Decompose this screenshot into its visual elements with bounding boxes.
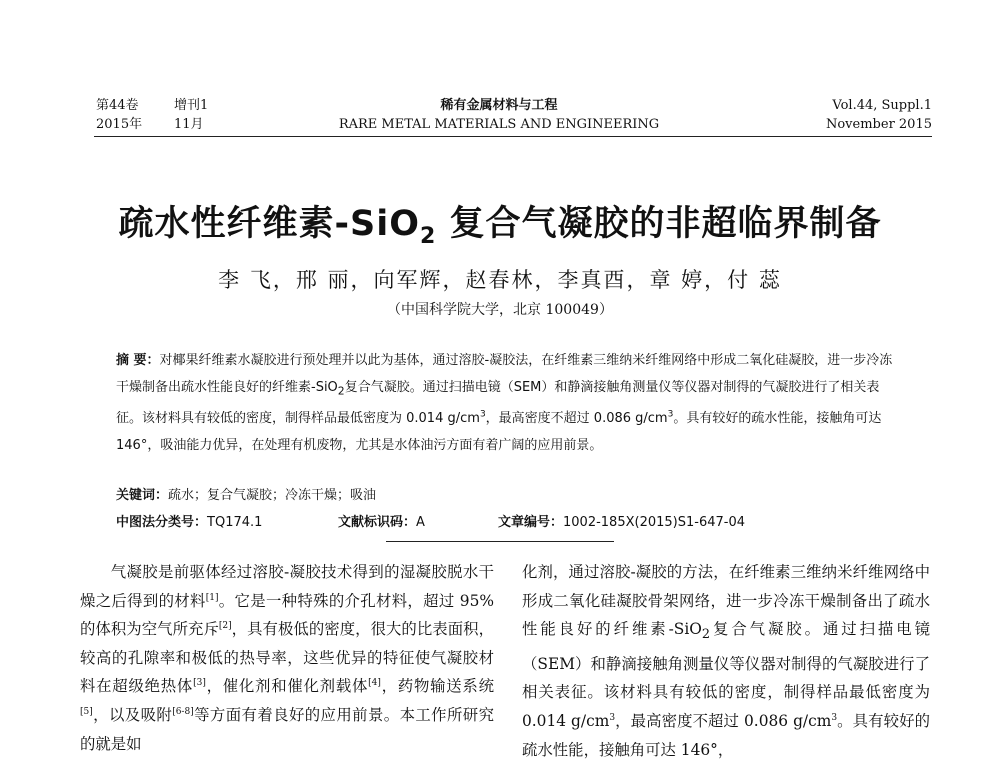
body-paragraph: 气凝胶是前驱体经过溶胶-凝胶技术得到的湿凝胶脱水干燥之后得到的材料[1]。它是一种特殊的介孔材料，超过 95%的体积为空气所充斥[2]，具有极低的密度，很大的比表面积，较高的孔隙率和极低的热导率，这些优异的特征使气凝胶材料在超级绝热体[3]，催化剂和催化剂载体[4]，药物输送系统[5]，以及吸附[6-8]等方面有着良好的应用前景。本工作所研究的就是如 <box>80 563 494 753</box>
doc-code-value: A <box>416 515 425 530</box>
article-number-label: 文章编号： <box>498 515 564 530</box>
abstract-subscript: 2 <box>337 384 345 398</box>
header-center <box>300 96 698 134</box>
date-en: November 2015 <box>825 117 932 132</box>
keywords <box>116 484 376 503</box>
citation: [3] <box>193 678 206 689</box>
header-rule <box>94 136 932 137</box>
abstract <box>116 347 894 459</box>
affiliation: （中国科学院大学，北京 100049） <box>387 302 613 318</box>
issue-cn: 增刊1 <box>174 98 209 113</box>
clc-label: 中图法分类号： <box>116 515 208 530</box>
author-list: 李 飞，邢 丽，向军辉，赵春林，李真酉，章 婷，付 蕊 <box>218 268 782 292</box>
citation: [5] <box>80 706 93 717</box>
volume-cn: 第44卷 <box>96 98 139 113</box>
article-number-value: 1002-185X(2015)S1-647-04 <box>563 515 745 530</box>
section-rule <box>386 541 614 542</box>
keywords-label: 关键词： <box>116 488 169 503</box>
journal-title-cn: 稀有金属材料与工程 <box>440 98 558 113</box>
title-part1: 疏水性纤维素-SiO <box>118 204 420 244</box>
citation: [1] <box>205 592 219 603</box>
abstract-text: 复合气凝胶。通过扫描电镜（SEM）和静滴接触角测量仪等仪器对制得的气凝胶进行了相关表征。该材料具有较低的密度，制得样品最低密度为 0.014 g/cm <box>116 380 880 426</box>
keywords-text: 疏水；复合气凝胶；冷冻干燥；吸油 <box>168 488 377 503</box>
header-left <box>96 96 208 134</box>
title-subscript: 2 <box>420 224 437 249</box>
header-right <box>826 96 932 134</box>
abstract-superscript: 3 <box>479 409 486 420</box>
citation: [4] <box>368 678 381 689</box>
body-column-right <box>522 558 930 764</box>
title-part2: 复合气凝胶的非超临界制备 <box>436 204 882 244</box>
clc-value: TQ174.1 <box>207 515 263 530</box>
journal-title-en: RARE METAL MATERIALS AND ENGINEERING <box>338 117 660 132</box>
abstract-text: ，最高密度不超过 0.086 g/cm <box>485 410 668 426</box>
classification-line <box>116 511 896 530</box>
paper-title <box>0 196 1000 249</box>
doc-code-label: 文献标识码： <box>338 515 417 530</box>
abstract-text: 。具有较好的疏水性能，接触角可达 146°，吸油能力优异，在处理有机废物，尤其是水体油污方面有着广阔的应用前景。 <box>116 410 882 453</box>
citation: [6-8] <box>172 706 194 717</box>
abstract-text: 对椰果纤维素水凝胶进行预处理并以此为基体，通过溶胶-凝胶法，在纤维素三维纳米纤维网络中形成二氧化硅凝胶，进一步冷冻干燥制备出疏水性能良好的纤维素-SiO <box>116 353 893 395</box>
abstract-label: 摘 要： <box>116 353 160 368</box>
volume-en: Vol.44, Suppl.1 <box>832 98 932 113</box>
month-cn: 11月 <box>174 117 204 132</box>
year-cn: 2015年 <box>96 117 143 132</box>
abstract-superscript: 3 <box>667 409 674 420</box>
citation: [2] <box>218 621 232 632</box>
body-paragraph: 化剂，通过溶胶-凝胶的方法，在纤维素三维纳米纤维网络中形成二氧化硅凝胶骨架网络，进一步冷冻干燥制备出了疏水性能良好的纤维素-SiO$_2$复合气凝胶。通过扫描电镜（SEM）和静滴接触角测量仪等仪器对制得的气凝胶进行了相关表征。该材料具有较低的密度，制得样品最低密度为 0.014 $g/cm^3$，最高密度不超过 0.086 $g/cm^3$。具有较好的疏水性能，接触角可达 146°， <box>522 563 930 759</box>
body-column-left <box>80 558 494 758</box>
